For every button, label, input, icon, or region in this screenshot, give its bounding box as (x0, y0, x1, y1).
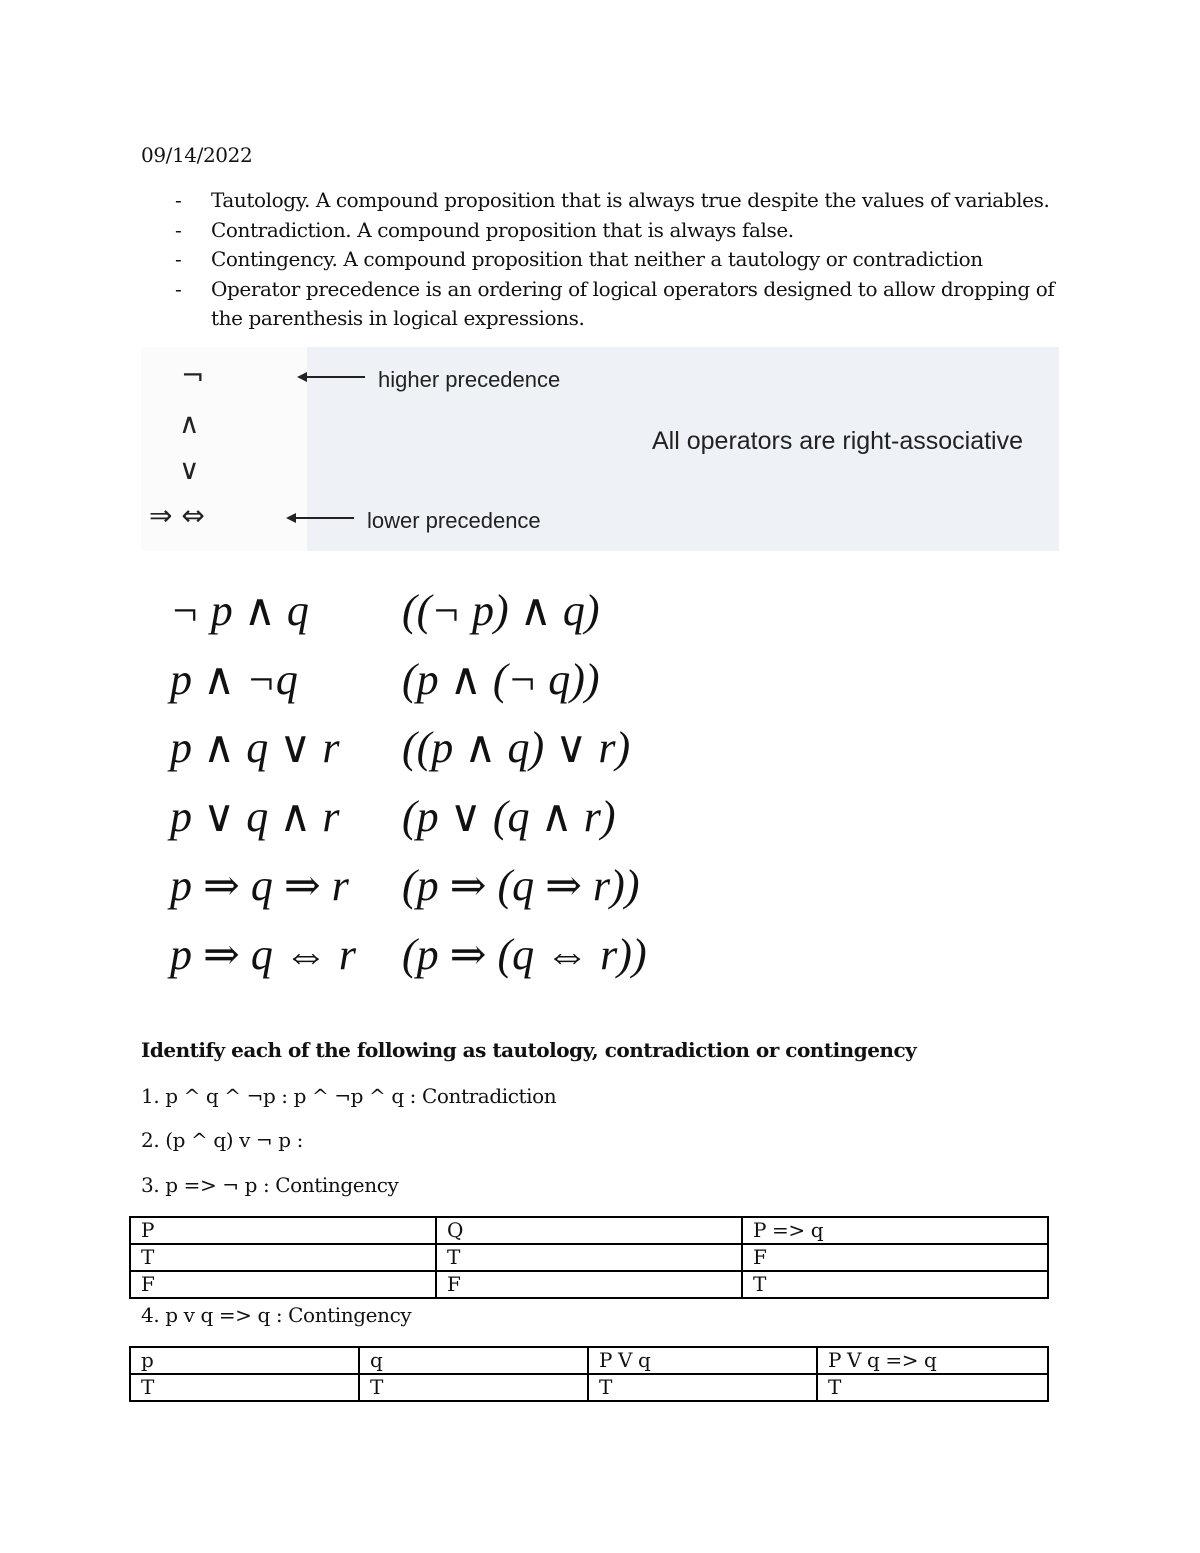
definition-contradiction: Contradiction. A compound proposition that is always false. (211, 217, 794, 242)
truth-table-question-3 (129, 1216, 1049, 1299)
exercise-title: Identify each of the following as tautology, contradiction or contingency (141, 1038, 917, 1062)
table-cell: T (130, 1374, 359, 1401)
list-item (175, 275, 1075, 334)
precedence-figure (141, 347, 1059, 551)
bullet-dash: - (175, 188, 182, 212)
bullet-dash: - (175, 247, 182, 271)
parenthesized-expression: (p ∧ (¬ q)) (402, 655, 600, 704)
or-operator: ∨ (179, 453, 200, 486)
definition-operator-precedence: Operator precedence is an ordering of logical operators designed to allow dropping of the parenthesis in logical expressions. (211, 276, 1055, 330)
lower-precedence-label: lower precedence (367, 508, 541, 533)
table-row (130, 1271, 1048, 1298)
question-3: 3. p => ¬ p : Contingency (141, 1173, 399, 1197)
parenthesized-expression: ((p ∧ q) ∨ r) (402, 723, 631, 772)
parenthesized-expression: (p ∨ (q ∧ r) (402, 792, 616, 841)
list-item (175, 216, 1075, 246)
table-cell: F (130, 1271, 436, 1298)
truth-table-question-4 (129, 1346, 1049, 1402)
parenthesized-expression: ((¬ p) ∧ q) (402, 586, 600, 635)
arrow-line (290, 517, 354, 519)
table-cell: F (742, 1244, 1048, 1271)
table-row (130, 1244, 1048, 1271)
expression: ¬ p ∧ q (170, 586, 309, 635)
table-header-cell: P V q => q (817, 1347, 1048, 1374)
definitions-list (175, 186, 1075, 334)
implication-operators: ⇒ ⇔ (149, 499, 205, 532)
bullet-dash: - (175, 276, 182, 301)
table-cell: T (817, 1374, 1048, 1401)
and-operator: ∧ (179, 407, 200, 440)
expression: p ∨ q ∧ r (170, 792, 340, 841)
table-header-cell: p (130, 1347, 359, 1374)
associativity-note: All operators are right-associative (652, 427, 1023, 455)
expression: p ⇒ q ⇒ r (170, 861, 349, 910)
definition-tautology: Tautology. A compound proposition that is always true despite the values of variables. (211, 188, 1050, 212)
list-item (175, 245, 1075, 275)
table-cell: T (359, 1374, 588, 1401)
table-cell: T (588, 1374, 817, 1401)
document-date: 09/14/2022 (141, 143, 253, 167)
arrow-line (301, 376, 365, 378)
question-1: 1. p ^ q ^ ¬p : p ^ ¬p ^ q : Contradiction (141, 1084, 557, 1108)
list-item (175, 186, 1075, 216)
table-header-cell: Q (436, 1217, 742, 1244)
table-header-cell: q (359, 1347, 588, 1374)
table-header-row (130, 1217, 1048, 1244)
expression: p ∧ q ∨ r (170, 723, 340, 772)
expression: p ∧ ¬q (170, 655, 298, 704)
higher-precedence-label: higher precedence (378, 367, 561, 392)
table-header-cell: P (130, 1217, 436, 1244)
parenthesized-expression: (p ⇒ (q ⇔ r)) (402, 930, 647, 979)
expression: p ⇒ q ⇔ r (170, 930, 356, 979)
table-cell: T (742, 1271, 1048, 1298)
definition-contingency: Contingency. A compound proposition that neither a tautology or contradiction (211, 247, 983, 271)
table-header-row (130, 1347, 1048, 1374)
parenthesized-expression: (p ⇒ (q ⇒ r)) (402, 861, 640, 910)
bullet-dash: - (175, 217, 182, 242)
table-cell: F (436, 1271, 742, 1298)
table-cell: T (436, 1244, 742, 1271)
table-cell: T (130, 1244, 436, 1271)
question-2: 2. (p ^ q) v ¬ p : (141, 1128, 303, 1152)
question-4: 4. p v q => q : Contingency (141, 1303, 412, 1327)
table-header-cell: P => q (742, 1217, 1048, 1244)
table-row (130, 1374, 1048, 1401)
table-header-cell: P V q (588, 1347, 817, 1374)
not-operator: ¬ (181, 359, 205, 392)
